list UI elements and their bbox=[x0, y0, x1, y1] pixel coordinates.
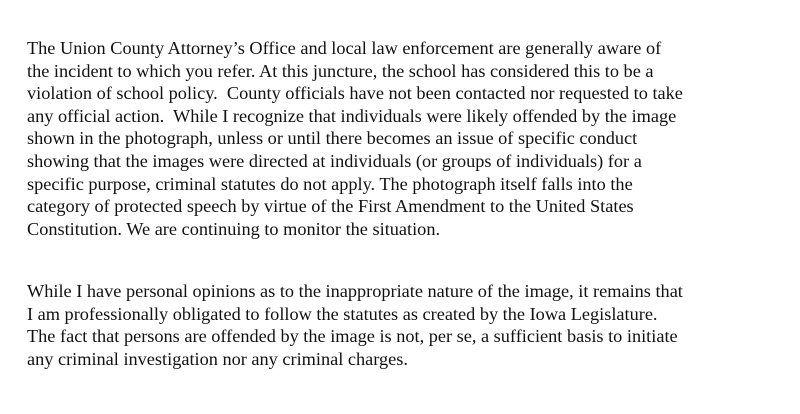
paragraph-county-attorney-response bbox=[27, 37, 683, 240]
text-line: showing that the images were directed at individuals (or groups of individuals) for a bbox=[27, 150, 642, 171]
text-line: The Union County Attorney’s Office and local law enforcement are generally aware of bbox=[27, 38, 662, 58]
paragraph-personal-opinion bbox=[27, 280, 683, 370]
text-line: specific purpose, criminal statutes do not apply. The photograph itself falls into the bbox=[27, 173, 633, 194]
text-line: Constitution. We are continuing to monitor the situation. bbox=[27, 218, 441, 239]
text-line: category of protected speech by virtue of the First Amendment to the United States bbox=[27, 196, 634, 217]
text-line: the incident to which you refer. At this juncture, the school has considered this to be a bbox=[27, 60, 654, 81]
text-line: any criminal investigation nor any criminal charges. bbox=[27, 348, 408, 369]
text-line: any official action. While I recognize that individuals were likely offended by the image bbox=[27, 105, 677, 126]
text-line: I am professionally obligated to follow the statutes as created by the Iowa Legislature. bbox=[27, 303, 658, 324]
text-line: While I have personal opinions as to the inappropriate nature of the image, it remains that bbox=[27, 281, 683, 301]
text-line: violation of school policy. County officials have not been contacted nor requested to take bbox=[27, 83, 683, 104]
text-line: The fact that persons are offended by the image is not, per se, a sufficient basis to initiate bbox=[27, 326, 678, 347]
text-line: shown in the photograph, unless or until there becomes an issue of specific conduct bbox=[27, 128, 638, 149]
